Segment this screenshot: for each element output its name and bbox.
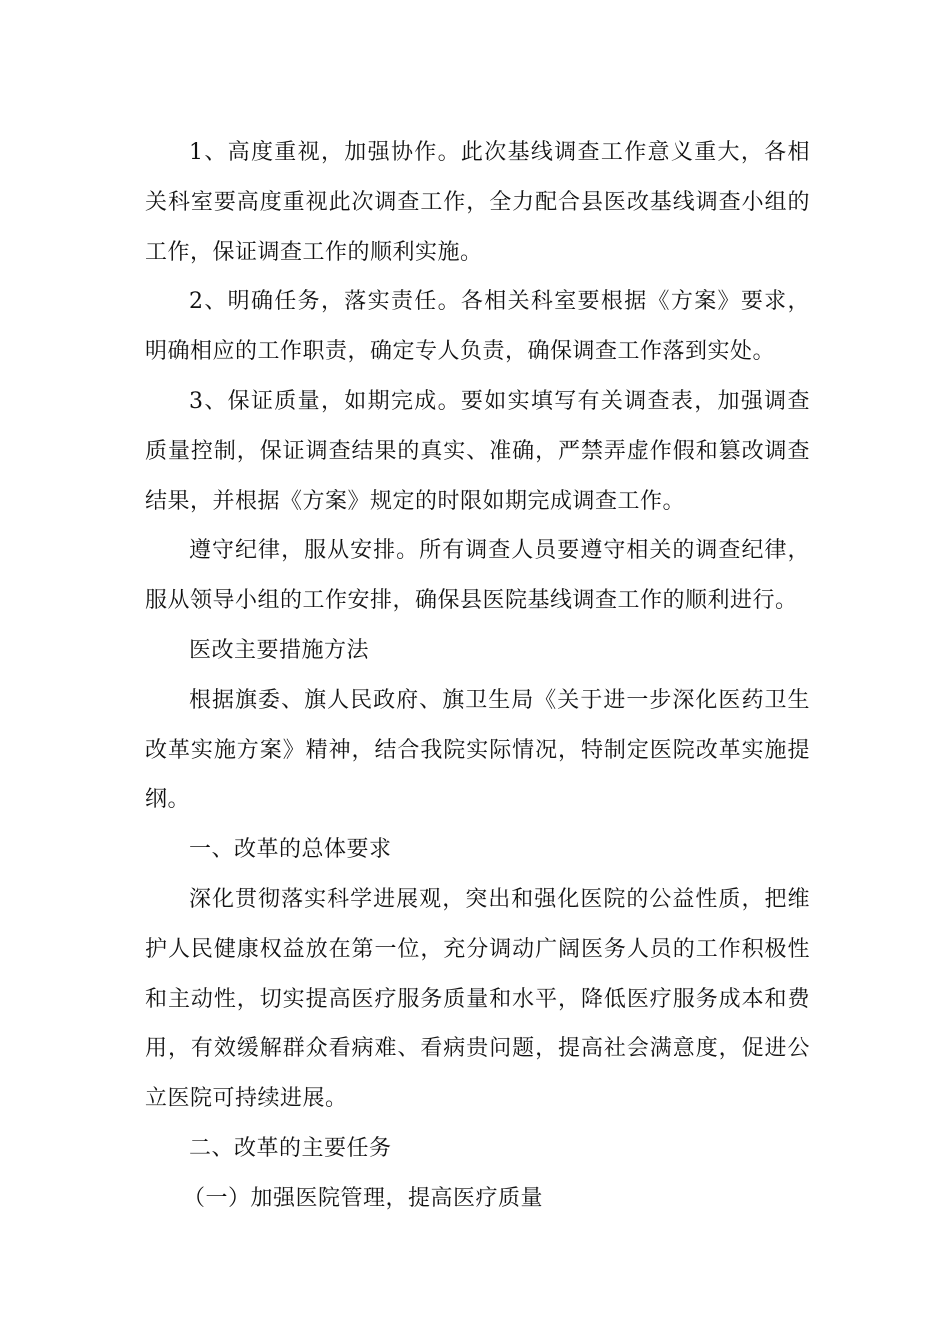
section-heading-measures: 医改主要措施方法 bbox=[189, 637, 370, 663]
paragraph-discipline: 遵守纪律，服从安排。所有调查人员要遵守相关的调查纪律，服从领导小组的工作安排，确保县医院基线调查工作的顺利进行。 bbox=[145, 538, 810, 614]
section-heading-main-tasks: 二、改革的主要任务 bbox=[189, 1135, 392, 1161]
subsection-heading-management: （一）加强医院管理，提高医疗质量 bbox=[183, 1185, 544, 1211]
paragraph-responsibility: 2、明确任务，落实责任。各相关科室要根据《方案》要求，明确相应的工作职责，确定专人负责，确保调查工作落到实处。 bbox=[145, 289, 810, 365]
paragraph-basis: 根据旗委、旗人民政府、旗卫生局《关于进一步深化医药卫生改革实施方案》精神，结合我院实际情况，特制定医院改革实施提纲。 bbox=[145, 687, 810, 813]
paragraph-quality: 3、保证质量，如期完成。要如实填写有关调查表，加强调查质量控制，保证调查结果的真实、准确，严禁弄虚作假和篡改调查结果，并根据《方案》规定的时限如期完成调查工作。 bbox=[145, 388, 810, 514]
document-body bbox=[145, 128, 810, 1224]
section-heading-general-requirements: 一、改革的总体要求 bbox=[189, 837, 392, 863]
paragraph-general-requirements: 深化贯彻落实科学进展观，突出和强化医院的公益性质，把维护人民健康权益放在第一位，充分调动广阔医务人员的工作积极性和主动性，切实提高医疗服务质量和水平，降低医疗服务成本和费用，有效缓解群众看病难、看病贵问题，提高社会满意度，促进公立医院可持续进展。 bbox=[145, 886, 810, 1112]
paragraph-cooperation: 1、高度重视，加强协作。此次基线调查工作意义重大，各相关科室要高度重视此次调查工作，全力配合县医改基线调查小组的工作，保证调查工作的顺利实施。 bbox=[145, 140, 810, 265]
